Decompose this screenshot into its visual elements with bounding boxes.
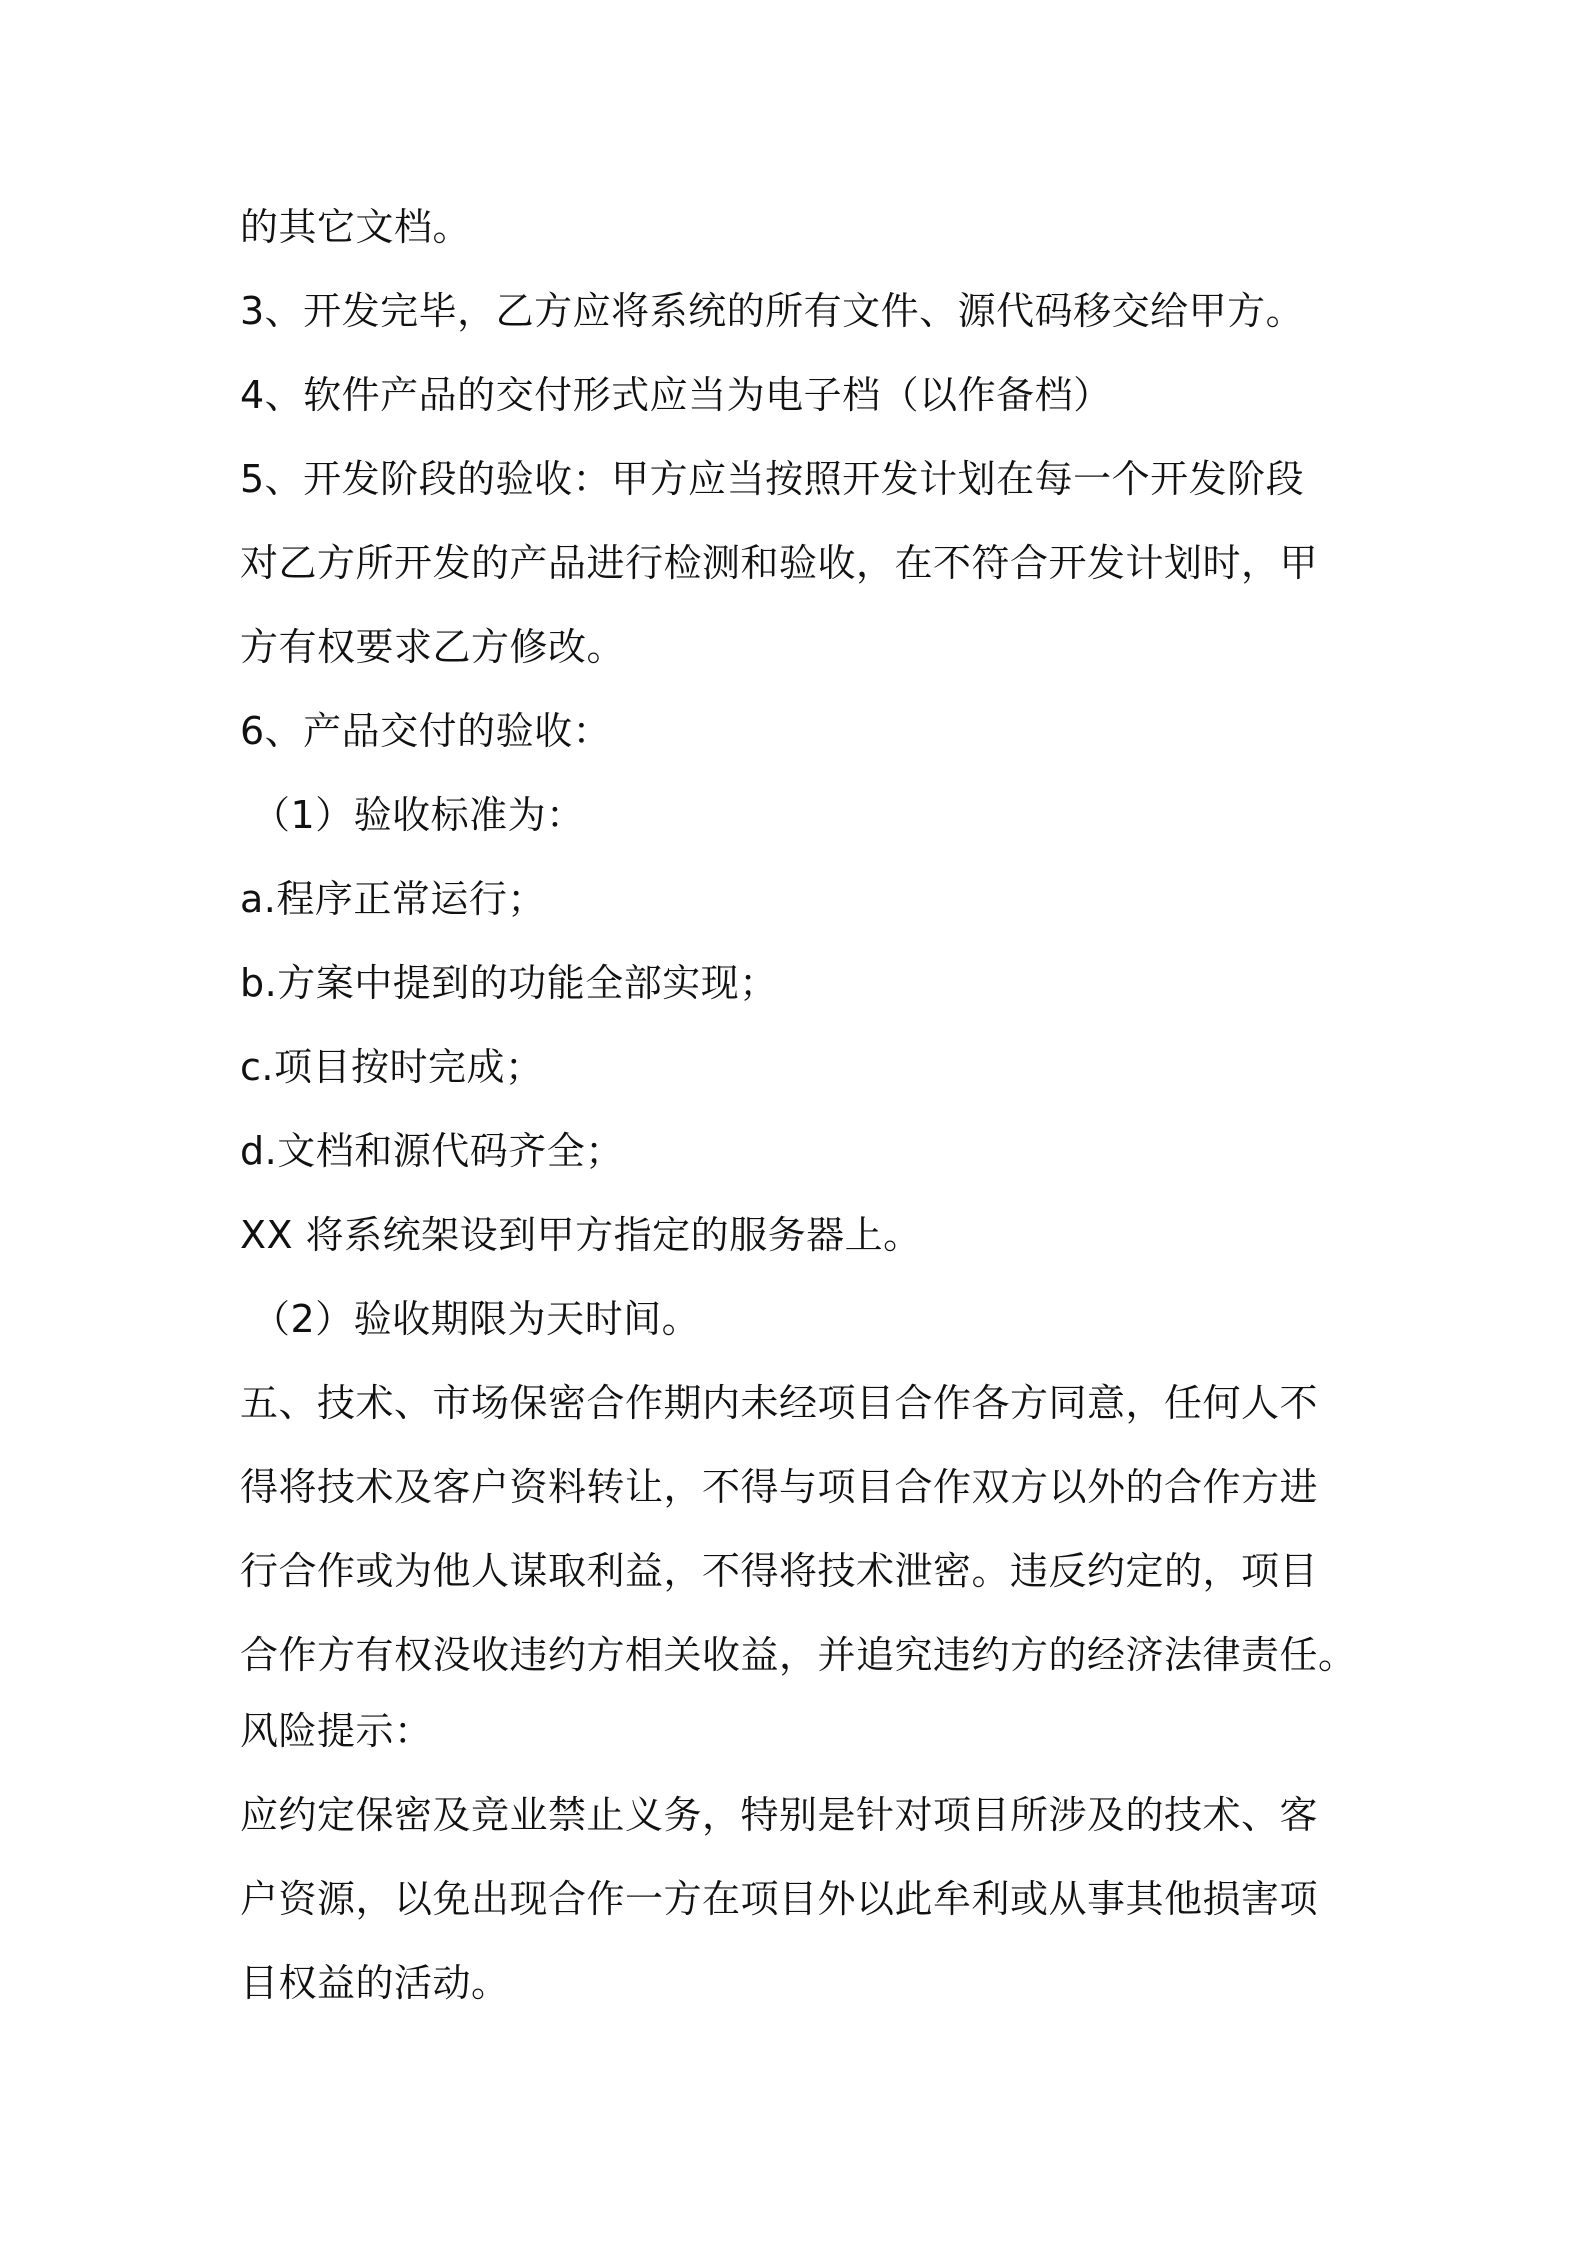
text-line-criterion-c: c.项目按时完成； [240,1045,544,1089]
text-line-continuation: 的其它文档。 [240,205,472,249]
text-line-criterion-d: d.文档和源代码齐全； [240,1129,624,1173]
text-line-criterion-a: a.程序正常运行； [240,877,546,921]
text-line-section-5: 五、技术、市场保密合作期内未经项目合作各方同意，任何人不 [240,1381,1319,1425]
text-line-risk-body-2: 户资源，以免出现合作一方在项目外以此牟利或从事其他损害项 [240,1877,1319,1921]
text-line-section-5-cont-2: 行合作或为他人谋取利益，不得将技术泄密。违反约定的，项目 [240,1549,1319,1593]
text-line-sub-1: （1）验收标准为： [252,793,585,837]
text-line-section-5-cont-1: 得将技术及客户资料转让，不得与项目合作双方以外的合作方进 [240,1465,1319,1509]
text-line-item-5-cont-2: 方有权要求乙方修改。 [240,625,626,669]
text-line-item-5-cont-1: 对乙方所开发的产品进行检测和验收，在不符合开发计划时，甲 [240,541,1319,585]
text-line-section-5-cont-3: 合作方有权没收违约方相关收益，并追究违约方的经济法律责任。 [240,1633,1357,1677]
text-line-risk-heading: 风险提示： [240,1709,433,1753]
text-line-risk-body-3: 目权益的活动。 [240,1961,510,2005]
text-line-risk-body-1: 应约定保密及竞业禁止义务，特别是针对项目所涉及的技术、客 [240,1793,1319,1837]
text-line-item-3: 3、开发完毕，乙方应将系统的所有文件、源代码移交给甲方。 [240,289,1305,333]
text-line-item-4: 4、软件产品的交付形式应当为电子档（以作备档） [240,373,1112,417]
text-line-server-setup: XX 将系统架设到甲方指定的服务器上。 [240,1213,922,1257]
text-line-sub-2: （2）验收期限为天时间。 [252,1297,701,1341]
text-line-criterion-b: b.方案中提到的功能全部实现； [240,961,778,1005]
text-line-item-6: 6、产品交付的验收： [240,709,612,753]
text-line-item-5: 5、开发阶段的验收：甲方应当按照开发计划在每一个开发阶段 [240,457,1305,501]
